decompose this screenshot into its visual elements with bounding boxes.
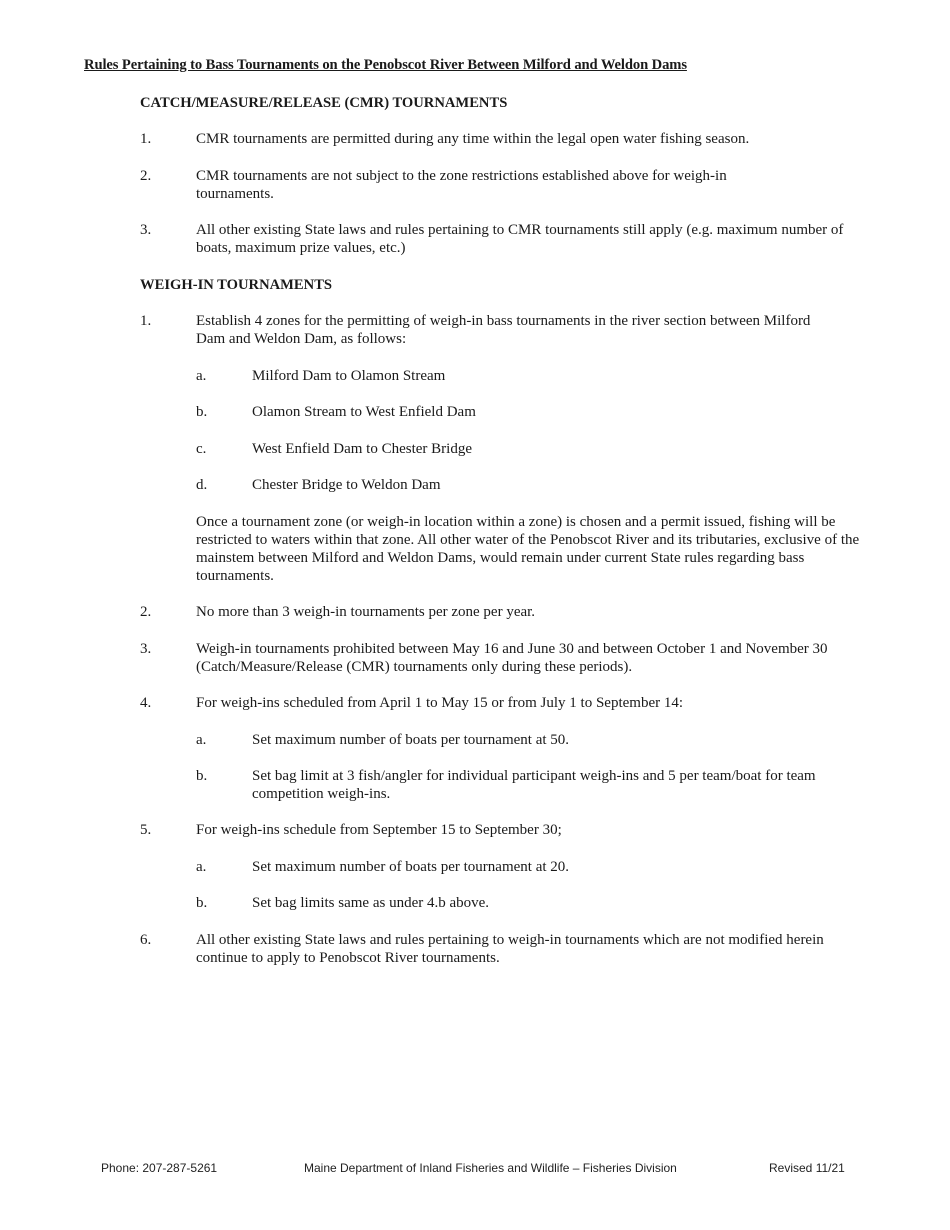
sublist-letter: b. — [196, 768, 208, 784]
footer-department: Maine Department of Inland Fisheries and Wildlife – Fisheries Division — [304, 1161, 677, 1175]
list-number: 2. — [140, 604, 152, 620]
section-heading-weigh-in: WEIGH-IN TOURNAMENTS — [140, 277, 333, 293]
sublist-letter: a. — [196, 732, 207, 748]
document-title: Rules Pertaining to Bass Tournaments on the Penobscot River Between Milford and Weldon Dams — [84, 57, 687, 73]
footer-phone: Phone: 207-287-5261 — [101, 1161, 218, 1175]
list-number: 6. — [140, 932, 152, 948]
list-item-text: Weigh-in tournaments prohibited between May 16 and June 30 and between October 1 and November 30 (Catch/Measure/Release (CMR) tournaments only during these periods). — [196, 641, 828, 675]
list-item-text: CMR tournaments are permitted during any time within the legal open water fishing season. — [196, 131, 750, 147]
sublist-letter: d. — [196, 477, 208, 493]
sublist-letter: b. — [196, 404, 208, 420]
sublist-letter: a. — [196, 859, 207, 875]
list-number: 1. — [140, 131, 152, 147]
list-number: 5. — [140, 822, 152, 838]
sublist-item-text: Milford Dam to Olamon Stream — [252, 368, 446, 384]
list-item-text: All other existing State laws and rules pertaining to CMR tournaments still apply (e.g. maximum number of boats, maximum prize values, etc.) — [196, 222, 844, 256]
list-item-text: For weigh-ins scheduled from April 1 to May 15 or from July 1 to September 14: — [196, 695, 684, 711]
sublist-item-text: Set maximum number of boats per tournament at 50. — [252, 732, 570, 748]
sublist-item-text: Olamon Stream to West Enfield Dam — [252, 404, 476, 420]
sublist-letter: c. — [196, 441, 207, 457]
sublist-letter: b. — [196, 895, 208, 911]
list-item-text: CMR tournaments are not subject to the zone restrictions established above for weigh-in tournaments. — [196, 168, 727, 202]
sublist-item-text: Set maximum number of boats per tournament at 20. — [252, 859, 570, 875]
sublist-item-text: Chester Bridge to Weldon Dam — [252, 477, 441, 493]
list-item-text: For weigh-ins schedule from September 15 to September 30; — [196, 822, 562, 838]
sublist-letter: a. — [196, 368, 207, 384]
zone-note-paragraph: Once a tournament zone (or weigh-in location within a zone) is chosen and a permit issued, fishing will be restricted to waters within that zone. All other water of the Penobscot River and its tributaries, exclusive of the mainstem between Milford and Weldon Dams, would remain under current State rules regarding bass tournaments. — [196, 514, 860, 584]
list-number: 2. — [140, 168, 152, 184]
footer-revised: Revised 11/21 — [769, 1161, 845, 1175]
sublist-item-text: Set bag limit at 3 fish/angler for individual participant weigh-ins and 5 per team/boat for team competition weigh-ins. — [252, 768, 816, 802]
sublist-item-text: West Enfield Dam to Chester Bridge — [252, 441, 472, 457]
list-number: 4. — [140, 695, 152, 711]
list-item-text: Establish 4 zones for the permitting of weigh-in bass tournaments in the river section between Milford Dam and Weldon Dam, as follows: — [196, 313, 811, 347]
list-item-text: All other existing State laws and rules pertaining to weigh-in tournaments which are not modified herein continue to apply to Penobscot River tournaments. — [196, 932, 824, 966]
list-number: 3. — [140, 222, 152, 238]
list-number: 1. — [140, 313, 152, 329]
section-heading-cmr: CATCH/MEASURE/RELEASE (CMR) TOURNAMENTS — [140, 95, 508, 111]
list-number: 3. — [140, 641, 152, 657]
sublist-item-text: Set bag limits same as under 4.b above. — [252, 895, 490, 911]
list-item-text: No more than 3 weigh-in tournaments per zone per year. — [196, 604, 536, 620]
